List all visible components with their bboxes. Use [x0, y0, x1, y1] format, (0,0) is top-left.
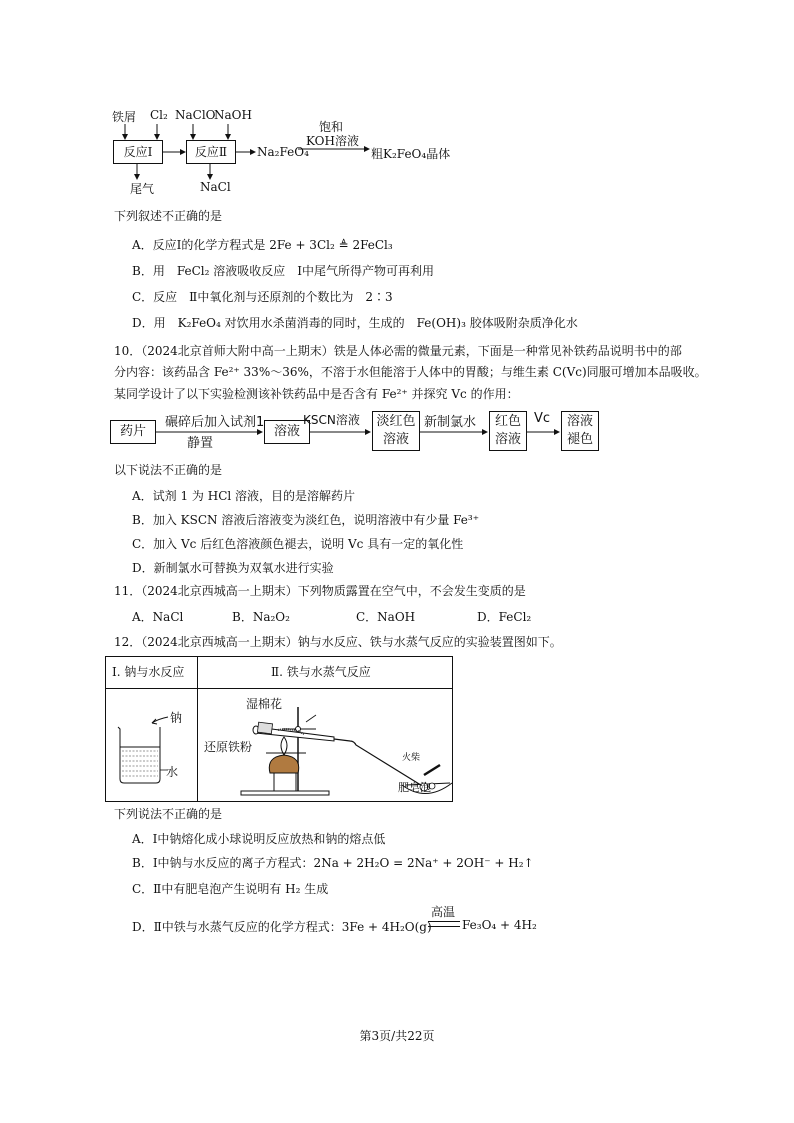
- q10-flow-pale-red-line2: 溶液: [382, 432, 409, 447]
- q12-apparatus-table: [105, 656, 453, 802]
- q10-flow-arrow3-label: 新制氯水: [424, 415, 477, 430]
- flow1-reaction1-box: 反应Ⅰ: [113, 140, 163, 164]
- q10-option-b: B．加入 KSCN 溶液后溶液变为淡红色，说明溶液中有少量 Fe³⁺: [132, 513, 480, 527]
- flow1-arrow-label-top: 饱和: [319, 120, 344, 134]
- q9-option-c: C．反应 Ⅱ中氧化剂与还原剂的个数比为 2∶3: [132, 290, 393, 304]
- q10-flow-arrow4-label: Vc: [534, 411, 551, 426]
- flow1-final-product: 粗K₂FeO₄晶体: [371, 147, 451, 161]
- q9-option-a: A．反应Ⅰ的化学方程式是 2Fe + 3Cl₂ ≜ 2FeCl₃: [132, 238, 393, 252]
- q12-prompt: 下列说法不正确的是: [114, 807, 223, 821]
- label-soap-bubbles: 肥皂泡: [398, 781, 431, 794]
- q12-option-d-product: Fe₃O₄ + 4H₂: [462, 918, 537, 932]
- flow1-product: Na₂FeO₄: [257, 145, 309, 159]
- q12-option-b: B．Ⅰ中钠与水反应的离子方程式：2Na + 2H₂O = 2Na⁺ + 2OH⁻ + H₂↑: [132, 856, 534, 870]
- q11-stem: 11．（2024北京西城高一上期末）下列物质露置在空气中，不会发生变质的是: [114, 584, 526, 598]
- q9-option-d: D．用 K₂FeO₄ 对饮用水杀菌消毒的同时，生成的 Fe(OH)₃ 胶体吸附杂质净化水: [132, 316, 578, 330]
- q11-option-d: D．FeCl₂: [477, 610, 532, 624]
- q11-option-a: A．NaCl: [132, 610, 184, 624]
- q11-option-b: B．Na₂O₂: [232, 610, 290, 624]
- q10-flow-fade-line2: 褪色: [566, 432, 593, 447]
- q10-option-a: A．试剂 1 为 HCl 溶液，目的是溶解药片: [132, 489, 356, 503]
- flow1-input-naoh: NaOH: [214, 108, 252, 122]
- q10-option-d: D．新制氯水可替换为双氧水进行实验: [132, 561, 334, 575]
- q12-stem: 12．（2024北京西城高一上期末）钠与水反应、铁与水蒸气反应的实验装置图如下。: [114, 635, 562, 649]
- q10-flow-arrow2-label: KSCN溶液: [303, 413, 360, 427]
- flow1-reaction2-box: 反应Ⅱ: [186, 140, 236, 164]
- q9-option-b: B．用 FeCl₂ 溶液吸收反应 Ⅰ中尾气所得产物可再利用: [132, 264, 434, 278]
- q10-flow-tablet-box: 药片: [110, 420, 156, 444]
- table-header-sodium-water: Ⅰ. 钠与水反应: [112, 665, 185, 679]
- q12-option-a: A．Ⅰ中钠熔化成小球说明反应放热和钠的熔点低: [132, 832, 386, 846]
- table-header-iron-steam: Ⅱ. 铁与水蒸气反应: [271, 665, 371, 679]
- flow1-input-iron: 铁屑: [112, 110, 137, 124]
- q12-option-d: D．Ⅱ中铁与水蒸气反应的化学方程式：3Fe + 4H₂O(g): [132, 920, 432, 934]
- q12-option-c: C．Ⅱ中有肥皂泡产生说明有 H₂ 生成: [132, 882, 329, 896]
- flow1-arrow-label-bottom: KOH溶液: [306, 134, 359, 148]
- q10-flow-arrow1-top: 碾碎后加入试剂1: [165, 415, 265, 430]
- flow1-output-nacl: NaCl: [200, 180, 231, 194]
- flow1-input-cl2: Cl₂: [150, 108, 168, 122]
- q10-stem-line3: 某同学设计了以下实验检测该补铁药品中是否含有 Fe²⁺ 并探究 Vc 的作用：: [114, 387, 519, 401]
- q9-prompt: 下列叙述不正确的是: [114, 209, 223, 223]
- label-wet-cotton: 湿棉花: [246, 697, 283, 711]
- q12-option-d-condition: 高温: [431, 905, 456, 919]
- q10-flow-arrow1-bottom: 静置: [187, 436, 214, 451]
- q10-option-c: C．加入 Vc 后红色溶液颜色褪去，说明 Vc 具有一定的氧化性: [132, 537, 464, 551]
- q10-stem-line1: 10．（2024北京首师大附中高一上期末）铁是人体必需的微量元素，下面是一种常见补铁药品说明书中的部: [114, 344, 682, 358]
- q10-flow-pale-red-line1: 淡红色: [376, 414, 416, 429]
- q10-flow-red-line2: 溶液: [494, 432, 521, 447]
- flow1-input-naclo: NaClO: [175, 108, 216, 122]
- label-reduced-iron-powder: 还原铁粉: [204, 740, 253, 754]
- q10-flow-red-line1: 红色: [494, 414, 521, 429]
- page-footer: 第3页/共22页: [359, 1029, 435, 1043]
- label-match: 火柴: [402, 753, 421, 763]
- q12-option-d-equal-sign: [428, 921, 460, 927]
- q10-stem-line2: 分内容：该药品含 Fe²⁺ 33%～36%，不溶于水但能溶于人体中的胃酸；与维生素 C(Vc)同服可增加本品吸收。: [114, 365, 707, 379]
- label-water: 水: [166, 765, 179, 779]
- q10-prompt: 以下说法不正确的是: [114, 463, 223, 477]
- flow1-output-tailgas: 尾气: [130, 182, 155, 196]
- q10-flow-solution-box: 溶液: [264, 420, 310, 444]
- q10-flow-fade-line1: 溶液: [566, 414, 593, 429]
- q11-option-c: C．NaOH: [356, 610, 416, 624]
- label-sodium: 钠: [170, 711, 183, 725]
